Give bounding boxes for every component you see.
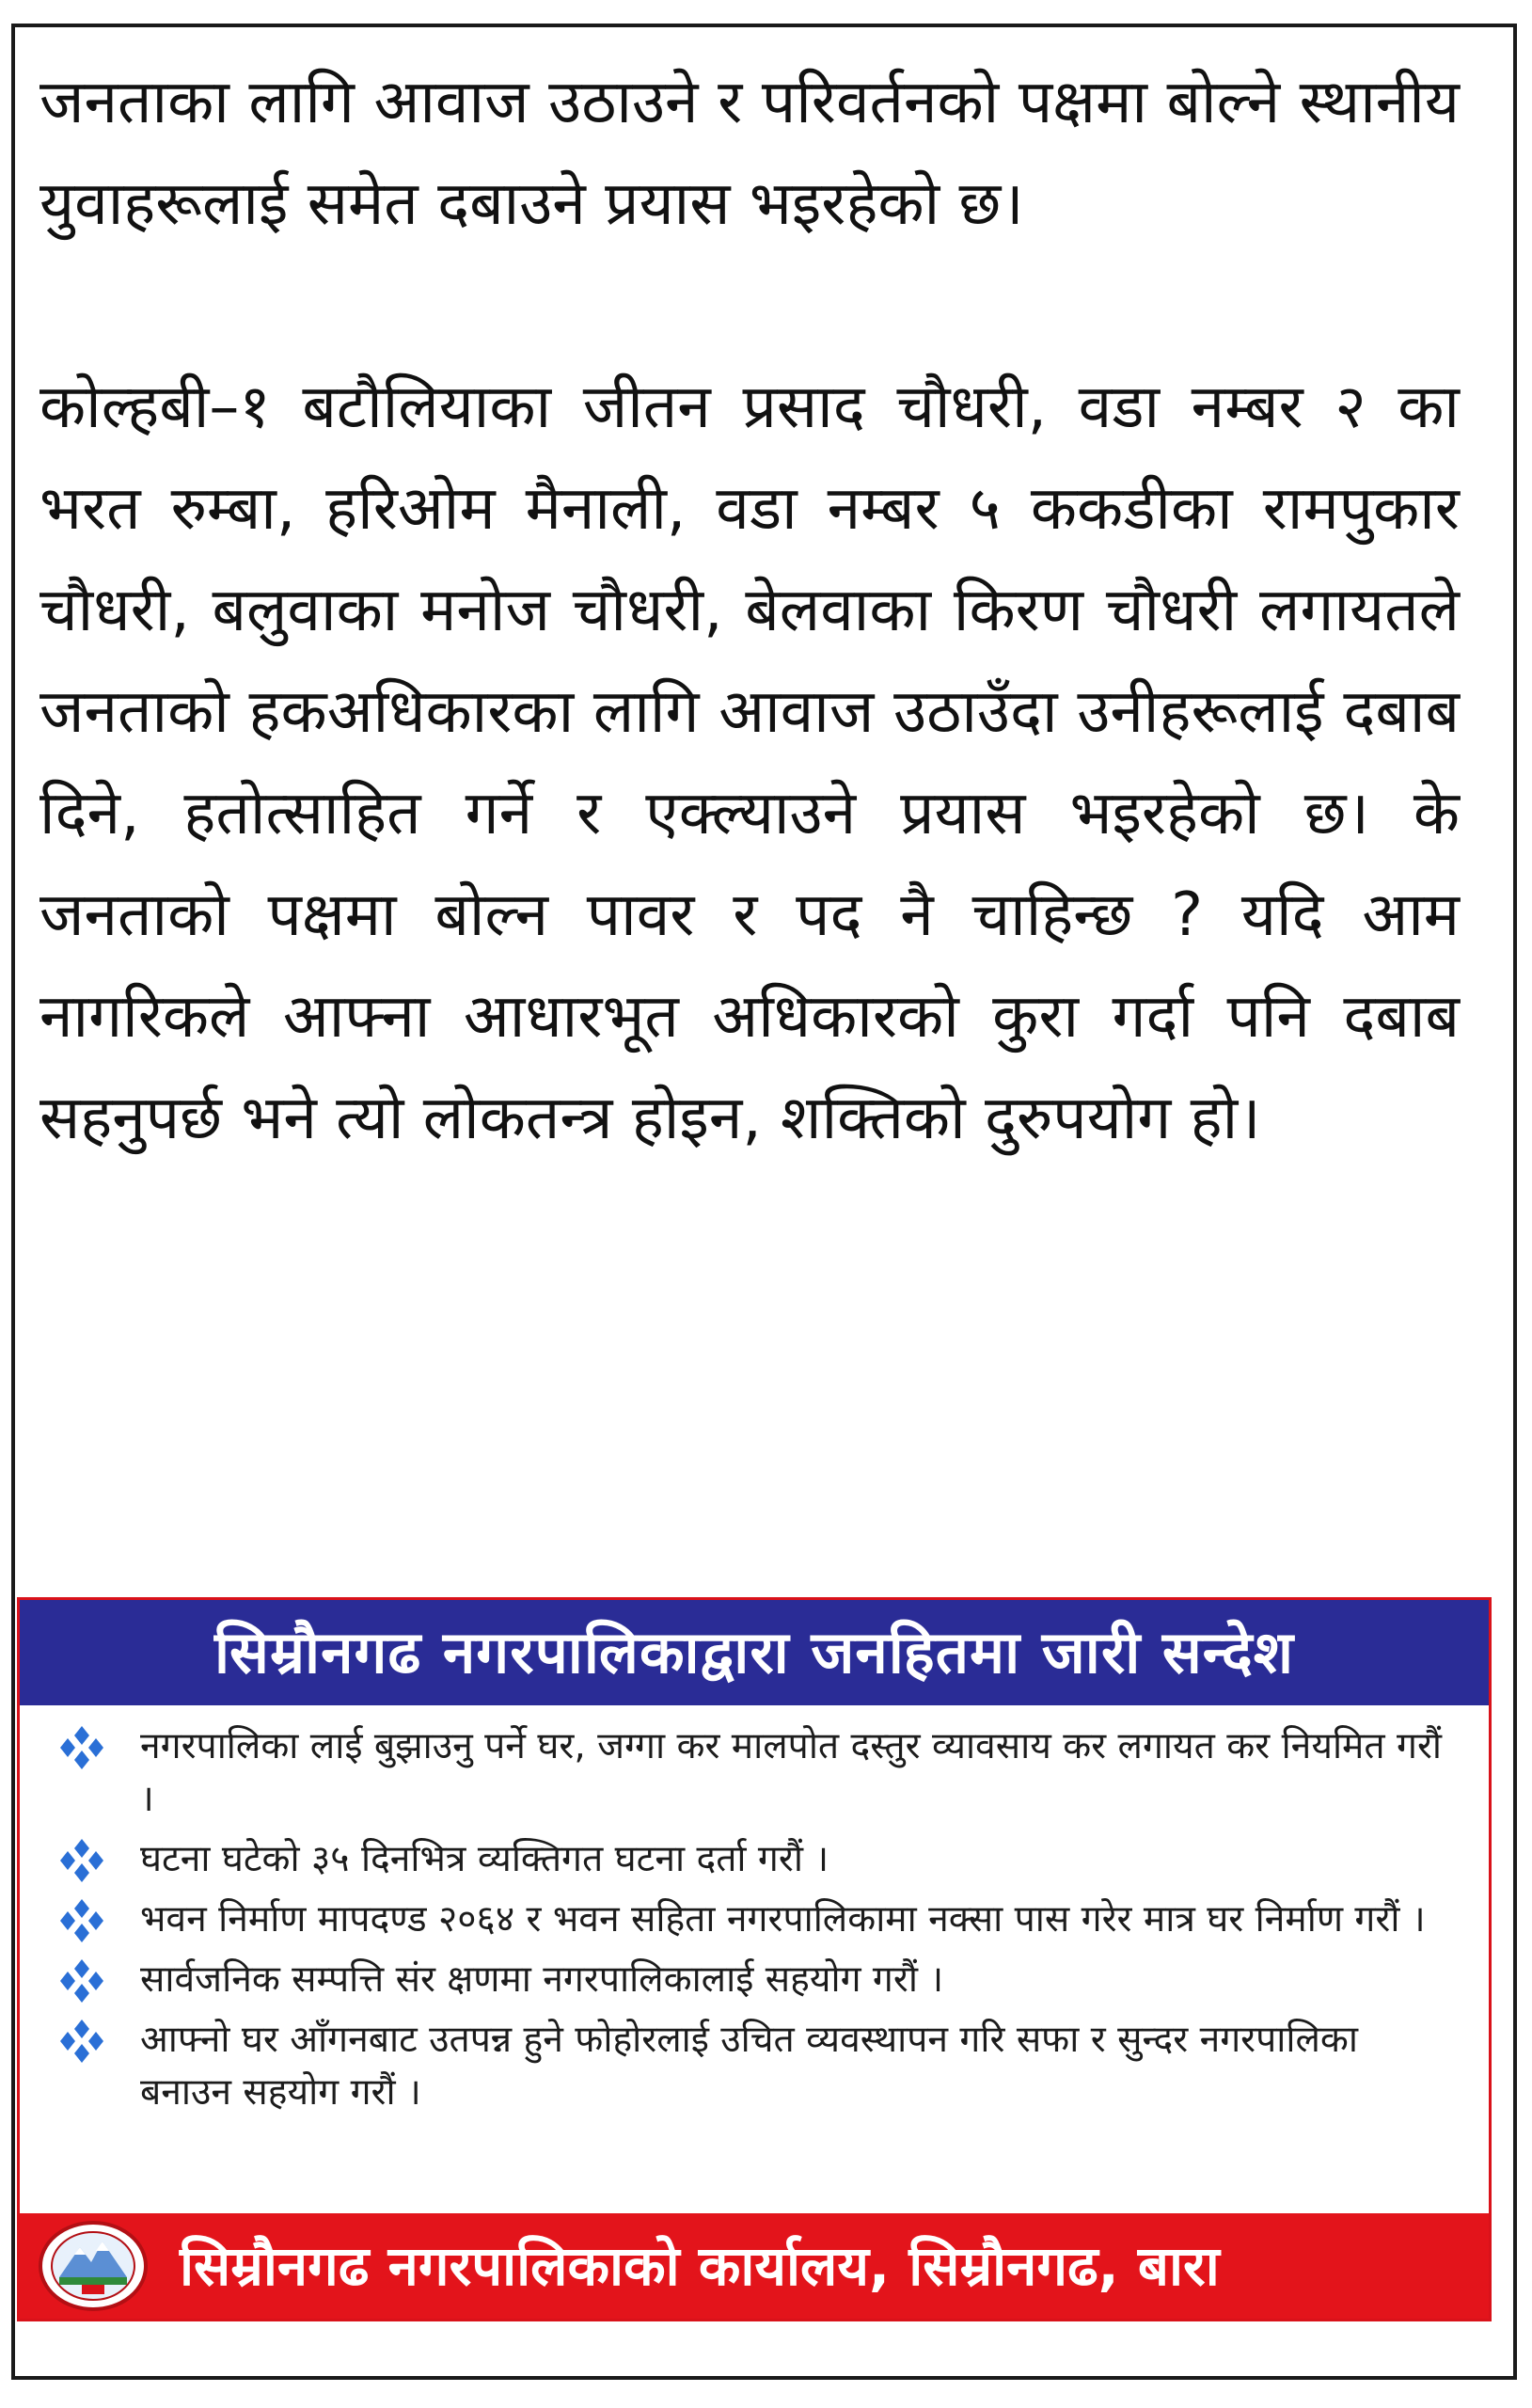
municipality-notice [17, 1597, 1492, 2321]
notice-item-text: नगरपालिका लाई बुझाउनु पर्ने घर, जग्गा कर मालपोत दस्तुर व्यावसाय कर लगायत कर नियमित गरौं । [140, 1725, 1442, 1820]
notice-footer [20, 2213, 1489, 2319]
notice-title: सिम्रौनगढ नगरपालिकाद्वारा जनहितमा जारी सन्देश [20, 1600, 1489, 1705]
notice-item-text: घटना घटेको ३५ दिनभित्र व्यक्तिगत घटना दर्ता गरौं । [140, 1838, 829, 1880]
notice-item-text: आफ्नो घर आँगनबाट उतपन्न हुने फोहोरलाई उचित व्यवस्थापन गरि सफा र सुन्दर नगरपालिका बनाउन सहयोग गरौं । [140, 2019, 1358, 2114]
diamond-cluster-icon [54, 1957, 110, 2004]
article-paragraph-2: कोल्हबी–१ बटौलियाका जीतन प्रसाद चौधरी, वडा नम्बर २ का भरत रुम्बा, हरिओम मैनाली, वडा नम्बर ५ ककडीका रामपुकार चौधरी, बलुवाका मनोज चौधरी, बेलवाका किरण चौधरी लगायतले जनताको हकअधिकारका लागि आवाज उठाउँदा उनीहरूलाई दबाब दिने, हतोत्साहित गर्ने र एक्ल्याउने प्रयास भइरहेको छ। के जनताको पक्षमा बोल्न पावर र पद नै चाहिन्छ ? यदि आम नागरिकले आफ्ना आधारभूत अधिकारको कुरा गर्दा पनि दबाब सहनुपर्छ भने त्यो लोकतन्त्र होइन, शक्तिको दुरुपयोग हो। [39, 372, 1460, 1153]
notice-item-text: सार्वजनिक सम्पत्ति संर क्षणमा नगरपालिकालाई सहयोग गरौं । [140, 1958, 944, 2001]
notice-item-public-property [46, 1954, 1457, 2006]
diamond-cluster-icon [54, 2018, 110, 2065]
article-body [39, 52, 1460, 1169]
diamond-cluster-icon [54, 1837, 110, 1884]
notice-item-event-registration [46, 1833, 1457, 1886]
notice-item-waste-management [46, 2014, 1457, 2119]
diamond-cluster-icon [54, 1897, 110, 1944]
notice-list [46, 1720, 1457, 2127]
footer-office-text: सिम्रौनगढ नगरपालिकाको कार्यालय, सिम्रौनगढ, बारा [180, 2234, 1220, 2298]
municipality-emblem-icon [37, 2219, 150, 2313]
notice-item-tax [46, 1720, 1457, 1826]
article-paragraph-1: जनताका लागि आवाज उठाउने र परिवर्तनको पक्षमा बोल्ने स्थानीय युवाहरूलाई समेत दबाउने प्रयास भइरहेको छ। [39, 68, 1460, 239]
notice-item-text: भवन निर्माण मापदण्ड २०६४ र भवन सहिता नगरपालिकामा नक्सा पास गरेर मात्र घर निर्माण गरौं । [140, 1898, 1426, 1941]
diamond-cluster-icon [54, 1724, 110, 1771]
notice-item-building-code [46, 1893, 1457, 1946]
